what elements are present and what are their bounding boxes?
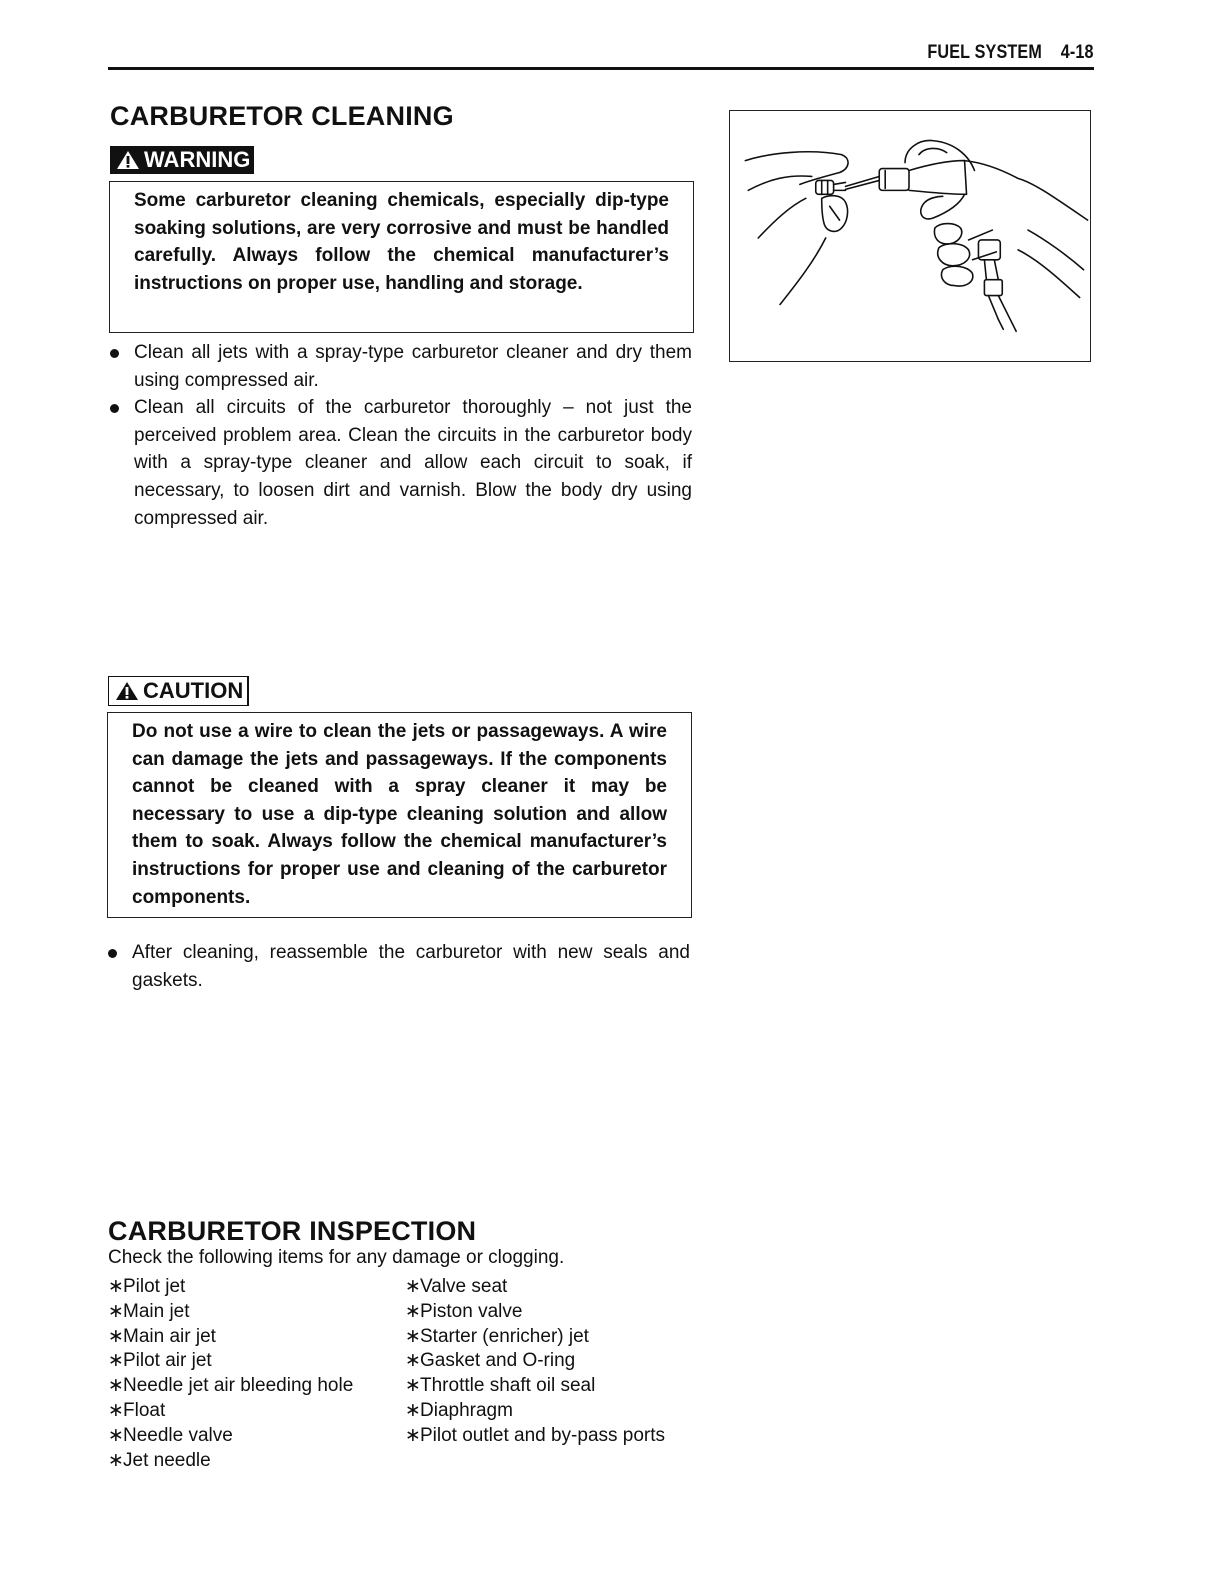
list-item: [108, 1374, 353, 1399]
item-marker: ∗: [405, 1350, 421, 1372]
item-text: Main jet: [123, 1300, 190, 1322]
item-text: Needle valve: [123, 1424, 233, 1446]
item-text: Float: [123, 1399, 166, 1421]
list-item: [108, 1300, 353, 1325]
caution-label: [108, 676, 249, 706]
header-text: [928, 42, 1094, 64]
item-marker: ∗: [405, 1399, 421, 1421]
item-marker: ∗: [405, 1300, 421, 1322]
page-number: 4-18: [1060, 42, 1094, 63]
list-item: [405, 1300, 665, 1325]
item-marker: ∗: [108, 1375, 124, 1397]
inspection-title: CARBURETOR INSPECTION: [108, 1216, 477, 1246]
item-marker: ∗: [108, 1424, 124, 1446]
item-text: Starter (enricher) jet: [420, 1325, 589, 1347]
list-item: [108, 1449, 353, 1474]
air-gun-cleaning-jet-drawing: [730, 111, 1090, 361]
item-text: Pilot outlet and by-pass ports: [420, 1424, 666, 1446]
item-text: Gasket and O-ring: [420, 1350, 576, 1372]
list-item: Clean all circuits of the carburetor thoroughly – not just the perceived problem area. Clean the circuits in the carburetor body with a spray-type cleaner and allow each circuit to soak, if necessary, to loosen dirt and varnish. Blow the body dry using compressed air.: [110, 394, 692, 532]
item-text: Valve seat: [420, 1276, 508, 1297]
caution-text: Do not use a wire to clean the jets or passageways. A wire can damage the jets and passageways. If the components cannot be cleaned with a spray cleaner it may be necessary to use a dip-type cleaning solution and allow them to soak. Always follow the chemical manufacturer’s instructions for proper use and cleaning of the carburetor components.: [132, 721, 667, 908]
warning-box: [109, 181, 694, 333]
item-marker: ∗: [108, 1300, 124, 1322]
section-title: FUEL SYSTEM: [927, 42, 1043, 63]
item-text: Needle jet air bleeding hole: [123, 1375, 354, 1397]
inspection-items-right: [405, 1275, 665, 1449]
list-item: [405, 1349, 665, 1374]
list-item: [108, 1424, 353, 1449]
caution-label-text: CAUTION: [143, 678, 244, 703]
list-item: [405, 1275, 665, 1300]
item-marker: ∗: [108, 1350, 124, 1372]
header-rule: [108, 67, 1094, 70]
item-text: Main air jet: [123, 1325, 216, 1347]
item-text: Pilot air jet: [123, 1350, 212, 1372]
list-item: [108, 1349, 353, 1374]
warning-label-text: WARNING: [144, 147, 251, 172]
list-item: [108, 1399, 353, 1424]
warning-label: [110, 146, 254, 174]
list-item: [405, 1424, 665, 1449]
item-text: Pilot jet: [123, 1276, 186, 1297]
cleaning-bullet-list: [110, 339, 692, 532]
item-marker: ∗: [108, 1325, 124, 1347]
item-text: Piston valve: [420, 1300, 523, 1322]
caution-triangle-icon: [115, 681, 139, 701]
item-marker: ∗: [108, 1449, 124, 1471]
after-cleaning-list: [108, 939, 690, 994]
inspection-intro: Check the following items for any damage or clogging.: [108, 1247, 565, 1268]
item-text: Jet needle: [123, 1449, 211, 1471]
list-item: [405, 1374, 665, 1399]
item-text: Throttle shaft oil seal: [420, 1375, 596, 1397]
item-marker: ∗: [405, 1325, 421, 1347]
caution-box: [107, 712, 692, 918]
cleaning-title: CARBURETOR CLEANING: [110, 101, 454, 131]
item-marker: ∗: [405, 1375, 421, 1397]
list-item: After cleaning, reassemble the carburetor with new seals and gaskets.: [108, 939, 690, 994]
list-item: Clean all jets with a spray-type carburetor cleaner and dry them using compressed air.: [110, 339, 692, 394]
list-item: [405, 1325, 665, 1350]
item-marker: ∗: [108, 1276, 124, 1297]
list-item: [108, 1325, 353, 1350]
item-marker: ∗: [405, 1424, 421, 1446]
item-marker: ∗: [405, 1276, 421, 1297]
list-item: [108, 1275, 353, 1300]
item-text: Diaphragm: [420, 1399, 513, 1421]
warning-text: Some carburetor cleaning chemicals, especially dip-type soaking solutions, are very corrosive and must be handled carefully. Always follow the chemical manufacturer’s instructions on proper use, handling and storage.: [134, 190, 669, 294]
warning-triangle-icon: [116, 150, 140, 170]
inspection-items-left: [108, 1275, 353, 1473]
spray-gun-illustration: [729, 110, 1091, 362]
list-item: [405, 1399, 665, 1424]
item-marker: ∗: [108, 1399, 124, 1421]
page-header: [108, 40, 1094, 70]
